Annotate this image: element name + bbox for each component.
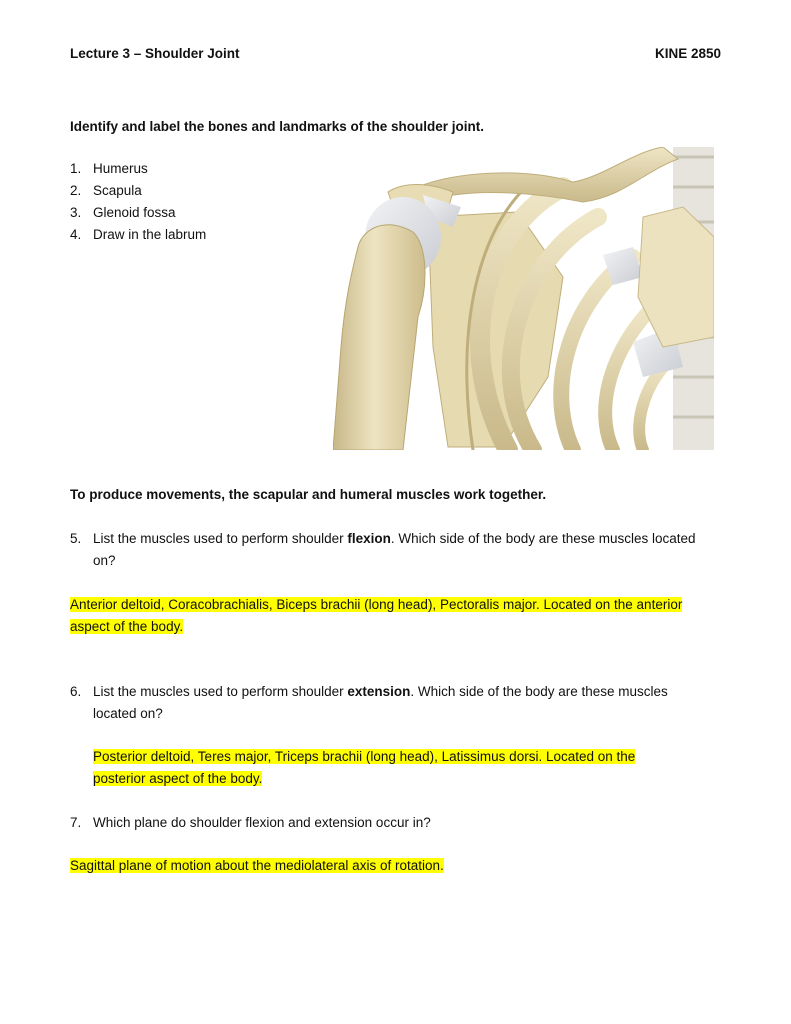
list-item: 2. Scapula [70,183,142,198]
question-7: 7. Which plane do shoulder flexion and extension occur in? [70,815,431,830]
question-5: 5. List the muscles used to perform shoulder flexion. Which side of the body are these muscles located on? [70,531,696,568]
answer-7: Sagittal plane of motion about the mediolateral axis of rotation. [70,858,444,873]
question-6: 6. List the muscles used to perform shoulder extension. Which side of the body are these muscles located on? [70,684,668,721]
section2-instruction: To produce movements, the scapular and humeral muscles work together. [70,487,547,502]
answer-6: Posterior deltoid, Teres major, Triceps brachii (long head), Latissimus dorsi. Located on the posterior aspect of the body. [93,749,636,786]
list-item: 1. Humerus [70,161,148,176]
section1-instruction: Identify and label the bones and landmarks of the shoulder joint. [70,119,485,134]
bone-label-list [70,158,206,246]
course-code: KINE 2850 [654,46,721,61]
answer-5: Anterior deltoid, Coracobrachialis, Biceps brachii (long head), Pectoralis major. Located on the anterior aspect of the body. [70,597,683,634]
list-item: 3. Glenoid fossa [70,205,176,220]
lecture-title: Lecture 3 – Shoulder Joint [70,46,240,61]
list-item: 4. Draw in the labrum [70,227,207,242]
shoulder-joint-illustration [333,147,714,450]
